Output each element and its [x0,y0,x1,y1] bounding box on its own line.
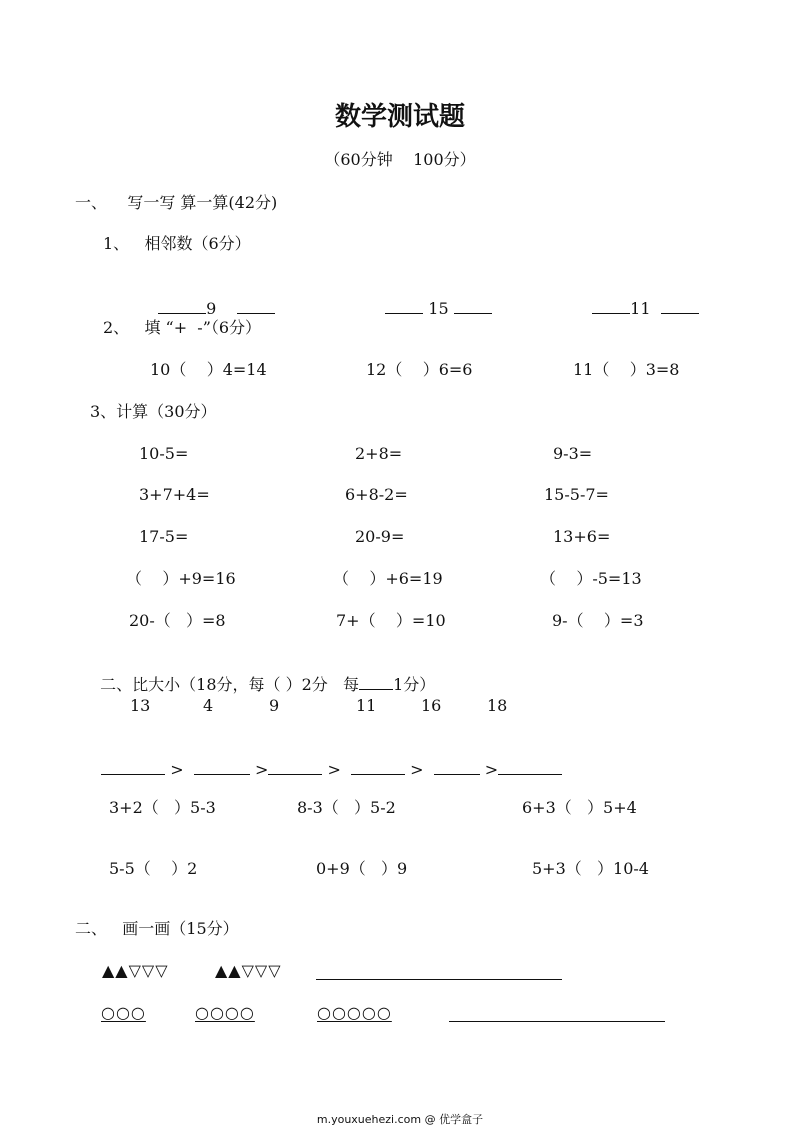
compare-number: 16 [421,696,442,715]
compare-item[interactable]: 5+3（ ）10-4 [532,859,649,878]
question-3-label: 3、计算（30分） [90,402,217,421]
question-2-label: 2、 填 “+ -”（6分） [103,318,262,337]
greater-than-sign: > [327,760,341,779]
section-3-heading: 二、 画一画（15分） [75,919,239,938]
greater-than-sign: > [254,760,269,779]
calc-item[interactable]: （ ）-5=13 [540,569,642,588]
compare-number: 11 [356,696,377,715]
answer-blank[interactable] [661,297,699,314]
order-blank[interactable] [498,758,562,775]
neighbor-number: 9 [206,299,217,318]
calc-item[interactable]: 17-5= [139,527,189,546]
calc-item[interactable]: 7+（ ）=10 [336,611,446,630]
calc-item[interactable]: 13+6= [553,527,611,546]
greater-than-sign: > [484,760,499,779]
calc-item[interactable]: 2+8= [355,444,403,463]
page-subtitle: （60分钟 100分） [324,150,476,169]
question-1-label: 1、 相邻数（6分） [103,234,251,253]
order-blank[interactable] [194,758,250,775]
circle-group-2: ○○○○ [195,1003,255,1022]
heading-blank [359,673,393,690]
compare-number: 13 [130,696,151,715]
pattern-answer-line[interactable] [316,963,562,980]
answer-blank[interactable] [592,297,630,314]
footer-watermark: m.youxuehezi.com @ 优学盒子 [316,1113,484,1126]
neighbor-number: 11 [630,299,651,318]
page-title: 数学测试题 [334,102,465,132]
calc-item[interactable]: 15-5-7= [544,485,609,504]
answer-blank[interactable] [454,297,492,314]
compare-item[interactable]: 3+2（ ）5-3 [109,798,216,817]
circle-answer-line[interactable] [449,1005,665,1022]
order-blank[interactable] [434,758,480,775]
circle-group-1: ○○○ [101,1003,146,1022]
calc-item[interactable]: 3+7+4= [139,485,210,504]
neighbor-item-1 [148,277,275,319]
answer-blank[interactable] [237,297,275,314]
compare-number: 9 [269,696,280,715]
circle-group-3: ○○○○○ [317,1003,392,1022]
neighbor-item-3 [582,277,699,319]
fill-sign-item-3[interactable]: 11（ ）3=8 [573,360,680,379]
compare-item[interactable]: 0+9（ ）9 [316,859,408,878]
shape-pattern-1: ▲▲▽▽▽ [102,961,169,980]
section-2-heading [90,653,435,695]
section-2-heading-tail: 1分） [393,675,436,694]
calc-item[interactable]: 9-（ ）=3 [552,611,644,630]
section-2-heading-text: 二、比大小（18分，每（ ）2分 每 [100,675,360,694]
fill-sign-item-2[interactable]: 12（ ）6=6 [366,360,473,379]
order-blank[interactable] [268,758,322,775]
compare-item[interactable]: 6+3（ ）5+4 [522,798,637,817]
neighbor-number: 15 [428,299,449,318]
calc-item[interactable]: 9-3= [553,444,593,463]
ordering-row [91,738,562,780]
calc-item[interactable]: （ ）+9=16 [126,569,236,588]
calc-item[interactable]: 10-5= [139,444,189,463]
greater-than-sign: > [410,760,424,779]
calc-item[interactable]: 20-（ ）=8 [129,611,226,630]
order-blank[interactable] [351,758,405,775]
calc-item[interactable]: （ ）+6=19 [333,569,443,588]
calc-item[interactable]: 20-9= [355,527,405,546]
answer-blank[interactable] [385,297,423,314]
calc-item[interactable]: 6+8-2= [345,485,408,504]
order-blank[interactable] [101,758,165,775]
compare-item[interactable]: 5-5（ ）2 [109,859,198,878]
neighbor-item-2 [375,277,492,319]
greater-than-sign: > [170,760,184,779]
answer-blank[interactable] [158,297,206,314]
fill-sign-item-1[interactable]: 10（ ）4=14 [150,360,267,379]
compare-item[interactable]: 8-3（ ）5-2 [297,798,396,817]
shape-pattern-2: ▲▲▽▽▽ [215,961,282,980]
compare-number: 4 [203,696,214,715]
section-1-heading: 一、 写一写 算一算(42分) [75,193,278,212]
compare-number: 18 [487,696,508,715]
